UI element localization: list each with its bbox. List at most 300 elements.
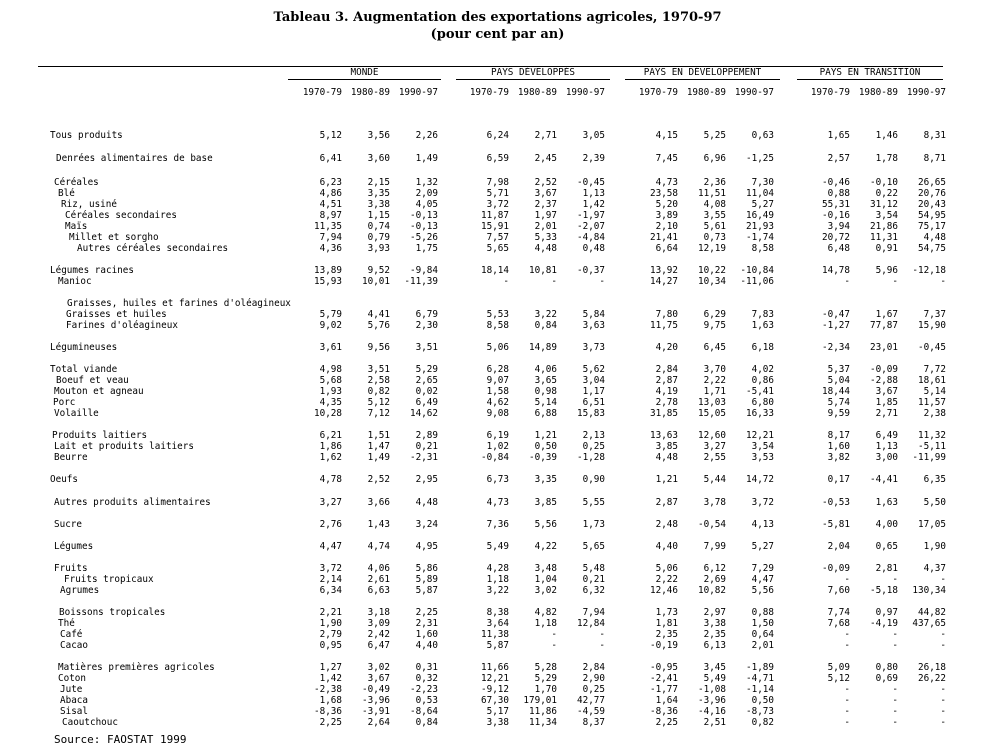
row-label: Céréales: [54, 177, 99, 188]
cell-value: 5,12: [319, 130, 342, 141]
cell-value: 2,57: [827, 153, 850, 164]
cell-value: 5,27: [751, 541, 774, 552]
cell-value: 3,94: [827, 221, 850, 232]
cell-value: 4,40: [655, 541, 678, 552]
cell-value: 1,73: [582, 519, 605, 530]
cell-value: -: [940, 629, 946, 640]
row-label: Porc: [53, 397, 76, 408]
cell-value: 4,40: [415, 640, 438, 651]
cell-value: 3,02: [534, 585, 557, 596]
cell-value: 21,93: [746, 221, 774, 232]
cell-value: 0,86: [751, 375, 774, 386]
cell-value: 3,35: [534, 474, 557, 485]
cell-value: -0,09: [822, 563, 850, 574]
cell-value: 6,23: [319, 177, 342, 188]
cell-value: -: [551, 276, 557, 287]
cell-value: 10,81: [529, 265, 557, 276]
cell-value: 3,02: [367, 662, 390, 673]
cell-value: 6,96: [703, 153, 726, 164]
cell-value: 2,13: [582, 430, 605, 441]
cell-value: 5,44: [703, 474, 726, 485]
cell-value: 2,90: [582, 673, 605, 684]
cell-value: 2,25: [415, 607, 438, 618]
row-label: Mouton et agneau: [54, 386, 144, 397]
cell-value: -11,39: [404, 276, 438, 287]
cell-value: 7,68: [827, 618, 850, 629]
cell-value: 0,98: [534, 386, 557, 397]
year-header: 1970-79: [469, 87, 509, 98]
cell-value: -2,07: [577, 221, 605, 232]
cell-value: 1,78: [875, 153, 898, 164]
cell-value: 10,01: [362, 276, 390, 287]
cell-value: -: [892, 276, 898, 287]
cell-value: 8,31: [923, 130, 946, 141]
cell-value: 2,71: [534, 130, 557, 141]
cell-value: 0,74: [367, 221, 390, 232]
cell-value: 10,22: [698, 265, 726, 276]
cell-value: 1,42: [582, 199, 605, 210]
row-label: Sisal: [60, 706, 88, 717]
cell-value: 5,27: [751, 199, 774, 210]
year-header: 1970-79: [810, 87, 850, 98]
cell-value: 2,76: [319, 519, 342, 530]
cell-value: 11,66: [481, 662, 509, 673]
cell-value: -: [892, 695, 898, 706]
cell-value: 3,27: [319, 497, 342, 508]
cell-value: 4,41: [367, 309, 390, 320]
cell-value: 5,76: [367, 320, 390, 331]
row-label: Agrumes: [60, 585, 100, 596]
cell-value: 14,27: [650, 276, 678, 287]
cell-value: 1,63: [875, 497, 898, 508]
cell-value: 3,70: [703, 364, 726, 375]
cell-value: -0,37: [577, 265, 605, 276]
row-label: Autres céréales secondaires: [77, 243, 229, 254]
cell-value: 20,72: [822, 232, 850, 243]
cell-value: 1,50: [751, 618, 774, 629]
cell-value: 6,48: [827, 243, 850, 254]
cell-value: -5,26: [410, 232, 438, 243]
cell-value: 130,34: [912, 585, 946, 596]
row-label: Denrées alimentaires de base: [56, 153, 213, 164]
cell-value: 6,21: [319, 430, 342, 441]
cell-value: 5,14: [923, 386, 946, 397]
cell-value: 1,75: [415, 243, 438, 254]
cell-value: 5,56: [751, 585, 774, 596]
cell-value: 2,45: [534, 153, 557, 164]
cell-value: 3,54: [751, 441, 774, 452]
row-label: Caoutchouc: [62, 717, 118, 728]
cell-value: 7,57: [486, 232, 509, 243]
cell-value: 1,15: [367, 210, 390, 221]
cell-value: 2,87: [655, 497, 678, 508]
cell-value: 9,07: [486, 375, 509, 386]
cell-value: 1,68: [319, 695, 342, 706]
cell-value: 0,17: [827, 474, 850, 485]
cell-value: -1,14: [746, 684, 774, 695]
cell-value: -2,34: [822, 342, 850, 353]
cell-value: 0,02: [415, 386, 438, 397]
row-label: Manioc: [58, 276, 92, 287]
cell-value: 1,73: [655, 607, 678, 618]
cell-value: 3,45: [703, 662, 726, 673]
cell-value: 6,49: [415, 397, 438, 408]
group-header: MONDE: [350, 67, 379, 78]
cell-value: -5,41: [746, 386, 774, 397]
cell-value: 9,02: [319, 320, 342, 331]
cell-value: 2,48: [655, 519, 678, 530]
cell-value: 0,73: [703, 232, 726, 243]
cell-value: 7,72: [923, 364, 946, 375]
cell-value: 0,82: [367, 386, 390, 397]
cell-value: 4,51: [319, 199, 342, 210]
cell-value: 6,18: [751, 342, 774, 353]
cell-value: 1,21: [534, 430, 557, 441]
row-label: Riz, usiné: [61, 199, 117, 210]
cell-value: 1,51: [367, 430, 390, 441]
cell-value: 4,73: [486, 497, 509, 508]
cell-value: 3,51: [367, 364, 390, 375]
cell-value: -2,23: [410, 684, 438, 695]
cell-value: -4,71: [746, 673, 774, 684]
cell-value: 54,75: [918, 243, 946, 254]
cell-value: 14,62: [410, 408, 438, 419]
cell-value: 7,98: [486, 177, 509, 188]
cell-value: -5,11: [918, 441, 946, 452]
cell-value: 0,69: [875, 673, 898, 684]
cell-value: 1,32: [415, 177, 438, 188]
row-label: Boeuf et veau: [56, 375, 129, 386]
cell-value: 3,67: [534, 188, 557, 199]
cell-value: 2,37: [534, 199, 557, 210]
cell-value: 16,33: [746, 408, 774, 419]
cell-value: 3,67: [367, 673, 390, 684]
cell-value: -12,18: [912, 265, 946, 276]
cell-value: 7,94: [319, 232, 342, 243]
cell-value: -: [892, 574, 898, 585]
cell-value: 5,04: [827, 375, 850, 386]
cell-value: 13,92: [650, 265, 678, 276]
row-label: Coton: [58, 673, 86, 684]
cell-value: -0,13: [410, 210, 438, 221]
row-label: Graisses et huiles: [66, 309, 167, 320]
cell-value: 31,12: [870, 199, 898, 210]
cell-value: 2,09: [415, 188, 438, 199]
cell-value: 5,87: [415, 585, 438, 596]
cell-value: 0,65: [875, 541, 898, 552]
cell-value: 5,53: [486, 309, 509, 320]
cell-value: 11,31: [870, 232, 898, 243]
cell-value: 0,53: [415, 695, 438, 706]
cell-value: -: [844, 574, 850, 585]
cell-value: 6,35: [923, 474, 946, 485]
cell-value: -: [844, 717, 850, 728]
cell-value: 6,19: [486, 430, 509, 441]
cell-value: 8,97: [319, 210, 342, 221]
cell-value: 5,49: [703, 673, 726, 684]
cell-value: 7,99: [703, 541, 726, 552]
cell-value: 3,66: [367, 497, 390, 508]
cell-value: 8,38: [486, 607, 509, 618]
cell-value: 4,35: [319, 397, 342, 408]
cell-value: -: [844, 695, 850, 706]
cell-value: 1,71: [703, 386, 726, 397]
cell-value: -: [940, 717, 946, 728]
title-line-1: Tableau 3. Augmentation des exportations agricoles, 1970-97: [273, 10, 722, 25]
cell-value: 1,49: [367, 452, 390, 463]
cell-value: 437,65: [912, 618, 946, 629]
cell-value: 8,17: [827, 430, 850, 441]
row-label: Abaca: [60, 695, 88, 706]
cell-value: 1,04: [534, 574, 557, 585]
cell-value: 0,95: [319, 640, 342, 651]
cell-value: -: [844, 629, 850, 640]
row-label: Farines d'oléagineux: [66, 320, 178, 331]
cell-value: -: [844, 684, 850, 695]
cell-value: 20,76: [918, 188, 946, 199]
cell-value: -0,39: [529, 452, 557, 463]
cell-value: 4,02: [751, 364, 774, 375]
cell-value: 75,17: [918, 221, 946, 232]
cell-value: 6,49: [875, 430, 898, 441]
cell-value: 3,00: [875, 452, 898, 463]
cell-value: 1,13: [875, 441, 898, 452]
cell-value: -: [940, 695, 946, 706]
cell-value: -1,08: [698, 684, 726, 695]
cell-value: 3,24: [415, 519, 438, 530]
row-label: Café: [60, 629, 83, 640]
cell-value: 15,91: [481, 221, 509, 232]
cell-value: 3,63: [582, 320, 605, 331]
cell-value: 5,79: [319, 309, 342, 320]
cell-value: 5,48: [582, 563, 605, 574]
cell-value: 23,58: [650, 188, 678, 199]
cell-value: -8,64: [410, 706, 438, 717]
cell-value: 5,17: [486, 706, 509, 717]
cell-value: -4,19: [870, 618, 898, 629]
cell-value: 2,61: [367, 574, 390, 585]
cell-value: 2,22: [655, 574, 678, 585]
row-label: Lait et produits laitiers: [54, 441, 194, 452]
cell-value: 4,37: [923, 563, 946, 574]
cell-value: 14,72: [746, 474, 774, 485]
row-label: Maïs: [65, 221, 88, 232]
cell-value: 4,47: [319, 541, 342, 552]
cell-value: -8,36: [650, 706, 678, 717]
cell-value: 2,26: [415, 130, 438, 141]
cell-value: 2,84: [582, 662, 605, 673]
row-label: Beurre: [54, 452, 88, 463]
cell-value: 5,06: [486, 342, 509, 353]
cell-value: -: [940, 276, 946, 287]
cell-value: 0,25: [582, 441, 605, 452]
cell-value: -0,16: [822, 210, 850, 221]
row-label: Tous produits: [50, 130, 123, 141]
cell-value: 2,52: [367, 474, 390, 485]
cell-value: 2,35: [703, 629, 726, 640]
cell-value: 1,65: [827, 130, 850, 141]
cell-value: 4,13: [751, 519, 774, 530]
cell-value: 1,02: [486, 441, 509, 452]
cell-value: 0,64: [751, 629, 774, 640]
cell-value: 2,04: [827, 541, 850, 552]
cell-value: 5,74: [827, 397, 850, 408]
cell-value: 0,84: [415, 717, 438, 728]
cell-value: -: [940, 706, 946, 717]
cell-value: 2,15: [367, 177, 390, 188]
cell-value: 5,62: [582, 364, 605, 375]
cell-value: 3,93: [367, 243, 390, 254]
cell-value: 4,06: [534, 364, 557, 375]
cell-value: 31,85: [650, 408, 678, 419]
row-label: Blé: [58, 188, 75, 199]
cell-value: 6,28: [486, 364, 509, 375]
cell-value: 44,82: [918, 607, 946, 618]
cell-value: 179,01: [523, 695, 557, 706]
cell-value: 1,93: [319, 386, 342, 397]
cell-value: 4,20: [655, 342, 678, 353]
cell-value: 10,34: [698, 276, 726, 287]
cell-value: 5,37: [827, 364, 850, 375]
cell-value: -2,41: [650, 673, 678, 684]
cell-value: 0,50: [751, 695, 774, 706]
cell-value: -2,31: [410, 452, 438, 463]
cell-value: 4,48: [923, 232, 946, 243]
cell-value: 9,75: [703, 320, 726, 331]
cell-value: -: [599, 629, 605, 640]
cell-value: 17,05: [918, 519, 946, 530]
cell-value: 4,86: [319, 188, 342, 199]
cell-value: 12,21: [746, 430, 774, 441]
cell-value: 0,79: [367, 232, 390, 243]
cell-value: 9,59: [827, 408, 850, 419]
year-header: 1980-89: [686, 87, 726, 98]
cell-value: -: [551, 629, 557, 640]
cell-value: -0,10: [870, 177, 898, 188]
cell-value: 1,43: [367, 519, 390, 530]
cell-value: 8,71: [923, 153, 946, 164]
cell-value: 1,60: [415, 629, 438, 640]
group-underline: [625, 79, 780, 80]
cell-value: 2,97: [703, 607, 726, 618]
cell-value: 7,80: [655, 309, 678, 320]
cell-value: 6,80: [751, 397, 774, 408]
cell-value: -3,91: [362, 706, 390, 717]
cell-value: 21,41: [650, 232, 678, 243]
cell-value: 14,78: [822, 265, 850, 276]
cell-value: 4,00: [875, 519, 898, 530]
cell-value: -: [503, 276, 509, 287]
cell-value: 13,63: [650, 430, 678, 441]
row-label: Volaille: [54, 408, 99, 419]
cell-value: -2,38: [314, 684, 342, 695]
cell-value: -0,84: [481, 452, 509, 463]
cell-value: -0,46: [822, 177, 850, 188]
cell-value: 0,84: [534, 320, 557, 331]
cell-value: 16,49: [746, 210, 774, 221]
cell-value: -1,77: [650, 684, 678, 695]
cell-value: 5,65: [486, 243, 509, 254]
cell-value: 6,64: [655, 243, 678, 254]
cell-value: 1,42: [319, 673, 342, 684]
cell-value: 18,61: [918, 375, 946, 386]
cell-value: 7,60: [827, 585, 850, 596]
cell-value: 5,87: [486, 640, 509, 651]
cell-value: 4,48: [415, 497, 438, 508]
cell-value: -0,45: [577, 177, 605, 188]
cell-value: 11,38: [481, 629, 509, 640]
cell-value: 5,33: [534, 232, 557, 243]
cell-value: -: [892, 629, 898, 640]
cell-value: 2,22: [703, 375, 726, 386]
cell-value: -: [844, 640, 850, 651]
cell-value: -0,47: [822, 309, 850, 320]
cell-value: 4,19: [655, 386, 678, 397]
year-header: 1990-97: [398, 87, 438, 98]
row-label: Graisses, huiles et farines d'oléagineux: [67, 298, 291, 309]
cell-value: -4,84: [577, 232, 605, 243]
cell-value: 5,84: [582, 309, 605, 320]
cell-value: 7,30: [751, 177, 774, 188]
cell-value: -1,28: [577, 452, 605, 463]
cell-value: 2,52: [534, 177, 557, 188]
cell-value: 5,55: [582, 497, 605, 508]
cell-value: 0,25: [582, 684, 605, 695]
cell-value: 0,97: [875, 607, 898, 618]
year-header: 1990-97: [906, 87, 946, 98]
cell-value: 5,86: [415, 563, 438, 574]
cell-value: 0,88: [751, 607, 774, 618]
cell-value: 6,47: [367, 640, 390, 651]
cell-value: 0,32: [415, 673, 438, 684]
row-label: Cacao: [60, 640, 88, 651]
row-label: Sucre: [54, 519, 82, 530]
cell-value: 0,90: [582, 474, 605, 485]
cell-value: 5,68: [319, 375, 342, 386]
cell-value: 12,46: [650, 585, 678, 596]
cell-value: 1,58: [486, 386, 509, 397]
cell-value: 5,06: [655, 563, 678, 574]
cell-value: 2,01: [751, 640, 774, 651]
cell-value: 1,90: [319, 618, 342, 629]
cell-value: 3,60: [367, 153, 390, 164]
cell-value: -9,12: [481, 684, 509, 695]
cell-value: 4,98: [319, 364, 342, 375]
cell-value: 7,45: [655, 153, 678, 164]
cell-value: 5,29: [415, 364, 438, 375]
cell-value: 3,89: [655, 210, 678, 221]
cell-value: 5,25: [703, 130, 726, 141]
cell-value: 6,63: [367, 585, 390, 596]
cell-value: 55,31: [822, 199, 850, 210]
cell-value: -: [892, 717, 898, 728]
cell-value: -1,74: [746, 232, 774, 243]
title-line-2: (pour cent par an): [430, 27, 565, 42]
cell-value: -9,84: [410, 265, 438, 276]
cell-value: 3,35: [367, 188, 390, 199]
cell-value: 2,55: [703, 452, 726, 463]
row-label: Oeufs: [50, 474, 78, 485]
cell-value: -: [599, 640, 605, 651]
cell-value: -3,96: [698, 695, 726, 706]
cell-value: -8,36: [314, 706, 342, 717]
cell-value: 2,21: [319, 607, 342, 618]
cell-value: 1,60: [827, 441, 850, 452]
cell-value: 1,97: [534, 210, 557, 221]
cell-value: 6,45: [703, 342, 726, 353]
cell-value: 2,78: [655, 397, 678, 408]
cell-value: 3,09: [367, 618, 390, 629]
